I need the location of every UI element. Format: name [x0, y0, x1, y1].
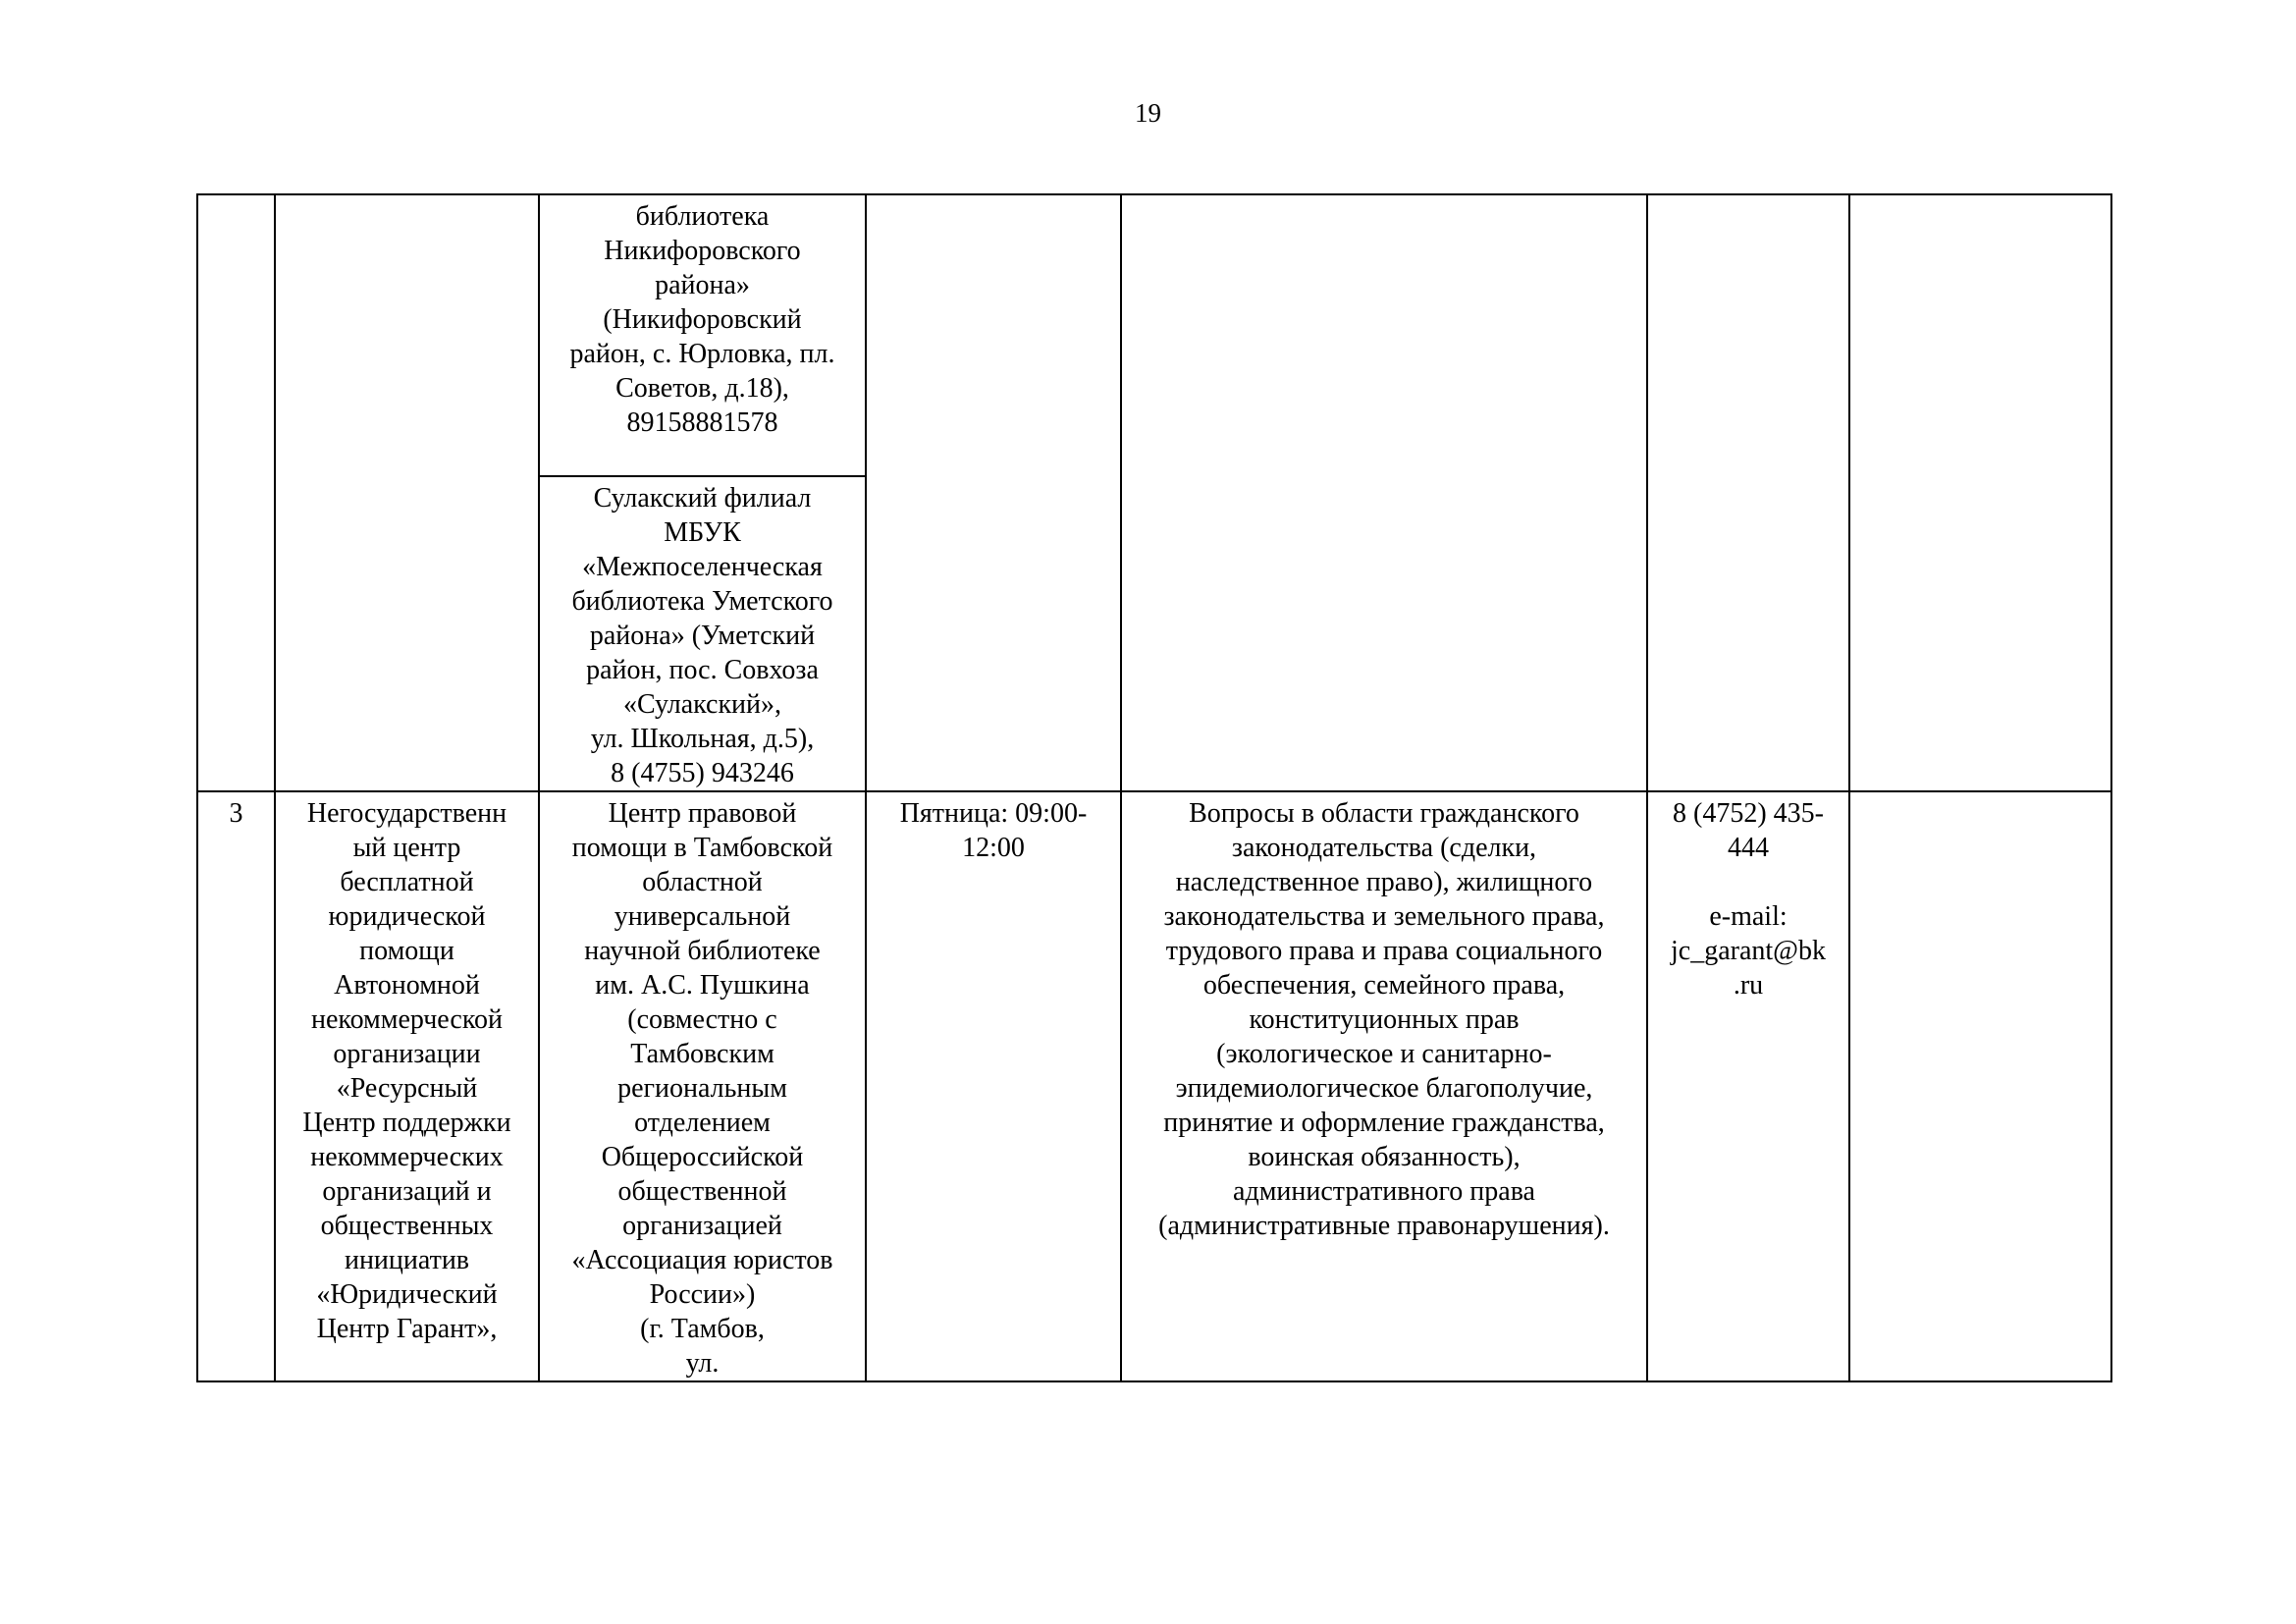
topics-text-line: законодательства (сделки, [1231, 833, 1537, 863]
location-text-line: региональным [617, 1073, 787, 1104]
cell-schedule-empty [866, 194, 1121, 791]
organization-text-line: «Ресурсный [336, 1073, 478, 1104]
cell-organization-empty [275, 194, 539, 791]
schedule-text-line: 12:00 [962, 833, 1025, 863]
library-cell-nikiforovsky [539, 194, 866, 476]
location-text-line: (совместно с [627, 1004, 777, 1035]
schedule-cell [866, 791, 1121, 1381]
schedule-text-line: Пятница: 09:00- [899, 798, 1088, 829]
topics-text-line: воинская обязанность), [1248, 1142, 1521, 1172]
email-text-line: e-mail: [1709, 901, 1788, 932]
library-cell-sulaksky [539, 476, 866, 791]
contacts-cell [1647, 791, 1849, 1381]
organization-text-line: ый центр [352, 833, 461, 863]
page-number: 19 [1135, 98, 1161, 128]
topics-text-line: обеспечения, семейного права, [1202, 970, 1566, 1001]
location-text-line: ул. [685, 1348, 720, 1379]
location-text-line: помощи в Тамбовской [571, 833, 833, 863]
location-text-line: (г. Тамбов, [640, 1314, 765, 1344]
email-text-line: .ru [1733, 970, 1764, 1001]
phone-text-line: 8 (4752) 435- [1673, 798, 1824, 829]
library-text-line: район, с. Юрловка, пл. [569, 339, 835, 369]
organization-text-line: организаций и [322, 1176, 492, 1207]
library-text-line: 8 (4755) 943246 [611, 758, 794, 788]
location-text-line: общественной [617, 1176, 787, 1207]
library-text-line: (Никифоровский [603, 304, 802, 335]
organization-text-line: Центр поддержки [302, 1108, 511, 1138]
library-text-line: «Межпоселенческая [582, 552, 823, 582]
phone-text-line: 444 [1728, 833, 1769, 863]
topics-cell [1121, 791, 1647, 1381]
organization-text-line: юридической [328, 901, 486, 932]
location-text-line: областной [642, 867, 763, 897]
organization-text-line: общественных [320, 1211, 494, 1241]
organization-text-line: некоммерческой [310, 1004, 504, 1035]
library-text-line: 89158881578 [626, 407, 778, 438]
topics-text-line: Вопросы в области гражданского [1189, 798, 1579, 829]
topics-text-line: (административные правонарушения). [1158, 1211, 1610, 1241]
organization-text-line: некоммерческих [310, 1142, 504, 1172]
email-text-line: jc_garant@bk [1671, 936, 1826, 966]
table-row-3 [197, 791, 2111, 1381]
library-text-line: Советов, д.18), [615, 373, 789, 404]
location-text-line: научной библиотеке [584, 936, 821, 966]
contacts-spacer [1656, 865, 1841, 899]
extra-cell [1849, 791, 2111, 1381]
topics-text-line: законодательства и земельного права, [1163, 901, 1605, 932]
location-text-line: организацией [622, 1211, 782, 1241]
cell-contacts-empty [1647, 194, 1849, 791]
topics-text-line: трудового права и права социального [1165, 936, 1603, 966]
cell-extra-empty [1849, 194, 2111, 791]
topics-text-line: эпидемиологическое благополучие, [1175, 1073, 1593, 1104]
topics-text-line: конституционных прав [1249, 1004, 1520, 1035]
organization-cell [275, 791, 539, 1381]
topics-text-line: наследственное право), жилищного [1175, 867, 1593, 897]
location-text-line: им. А.С. Пушкина [595, 970, 810, 1001]
organization-text-line: Негосударственн [306, 798, 507, 829]
row-number: 3 [197, 791, 275, 1381]
organization-text-line: бесплатной [340, 867, 474, 897]
organization-text-line: Центр Гарант», [316, 1314, 498, 1344]
cell-topics-empty [1121, 194, 1647, 791]
library-text-line: библиотека [635, 201, 770, 232]
topics-text-line: (экологическое и санитарно- [1216, 1039, 1552, 1069]
location-text-line: отделением [634, 1108, 771, 1138]
location-text-line: «Ассоциация юристов [571, 1245, 833, 1275]
topics-text-line: административного права [1233, 1176, 1535, 1207]
organization-text-line: организации [333, 1039, 481, 1069]
organization-text-line: помощи [359, 936, 454, 966]
organization-text-line: инициатив [344, 1245, 470, 1275]
library-text-line: «Сулакский», [622, 689, 782, 720]
cell-number-empty [197, 194, 275, 791]
location-text-line: Тамбовским [630, 1039, 774, 1069]
continuation-row-1 [197, 194, 2111, 476]
location-text-line: России») [649, 1279, 756, 1310]
legal-aid-table [196, 193, 2112, 1382]
organization-text-line: Автономной [334, 970, 480, 1001]
library-text-line: района» (Уметский [589, 621, 816, 651]
library-text-line: Сулакский филиал [593, 483, 812, 514]
library-text-line: ул. Школьная, д.5), [590, 724, 815, 754]
library-text-line: МБУК [664, 517, 741, 548]
library-text-line: библиотека Уметского [571, 586, 833, 617]
library-text-line: района» [655, 270, 750, 300]
location-text-line: Центр правовой [608, 798, 797, 829]
location-cell [539, 791, 866, 1381]
location-text-line: универсальной [614, 901, 791, 932]
topics-text-line: принятие и оформление гражданства, [1163, 1108, 1605, 1138]
library-text-line: Никифоровского [604, 236, 801, 266]
organization-text-line: «Юридический [316, 1279, 498, 1310]
location-text-line: Общероссийской [601, 1142, 804, 1172]
library-text-line: район, пос. Совхоза [586, 655, 819, 685]
